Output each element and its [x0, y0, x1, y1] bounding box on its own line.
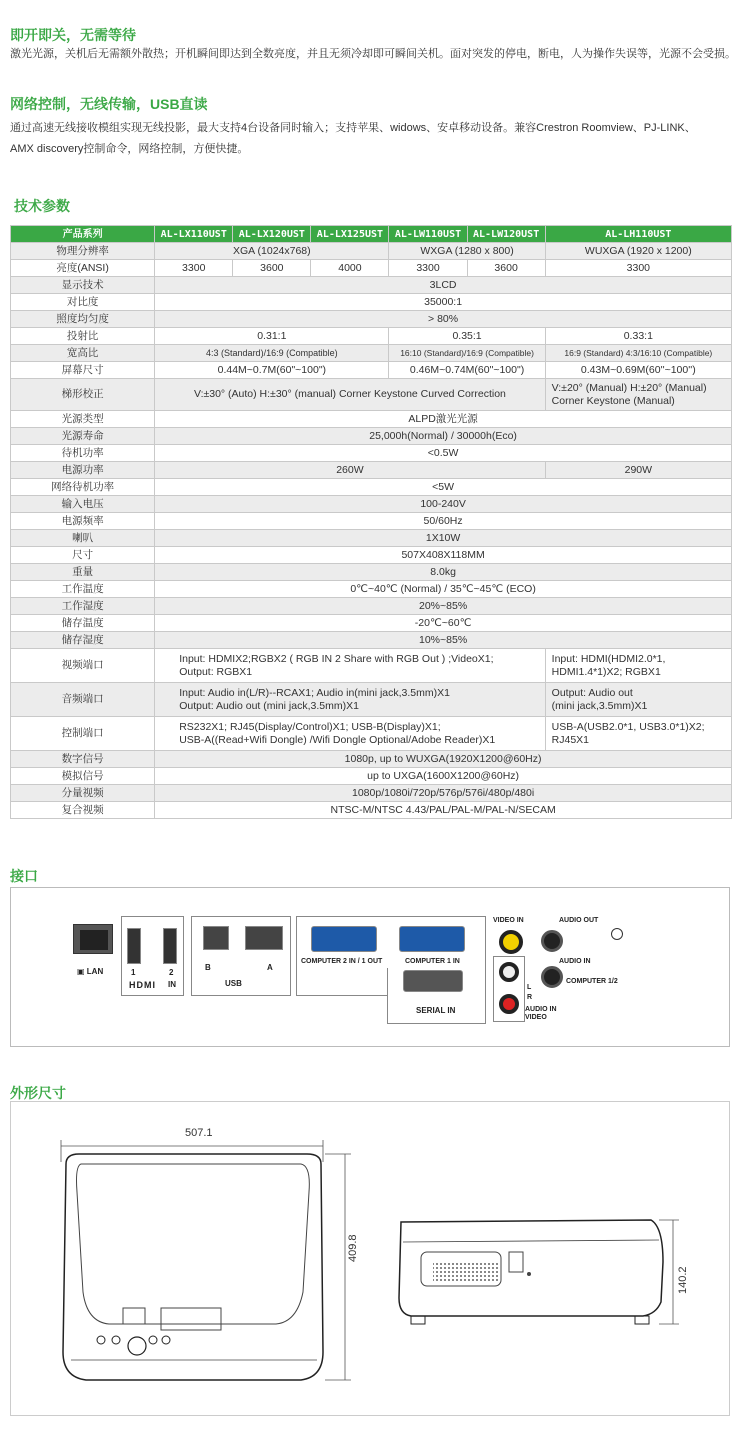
header-cell: AL-LX120UST [233, 226, 311, 243]
row-label: 模拟信号 [11, 768, 155, 785]
table-row [11, 768, 732, 785]
table-row [11, 328, 732, 345]
cell [545, 379, 731, 411]
network-icon: ▣ [77, 967, 85, 976]
audio-in-jack [541, 966, 563, 988]
row-label: 视频端口 [11, 649, 155, 683]
table-row [11, 362, 732, 379]
row-label: 尺寸 [11, 547, 155, 564]
screw-hole [611, 928, 623, 940]
depth-dimension-label: 409.8 [347, 1234, 359, 1262]
cell: WXGA (1280 x 800) [389, 243, 545, 260]
audio-in-video-label: AUDIO IN VIDEO [525, 1006, 557, 1021]
row-label: 光源类型 [11, 411, 155, 428]
table-row [11, 277, 732, 294]
spec-title: 技术参数 [14, 198, 70, 214]
lan-label [77, 967, 103, 976]
cell [545, 683, 731, 717]
cell: 35000:1 [155, 294, 732, 311]
section-text-instant: 激光光源，关机后无需额外散热；开机瞬间即达到全数亮度，并且无须冷却即可瞬间关机。面对突发的停电，断电，人为操作失误等，光源不会受损。 [10, 48, 736, 60]
cell-line: Input: HDMI(HDMI2.0*1, [551, 652, 666, 665]
table-row [11, 445, 732, 462]
row-label: 照度均匀度 [11, 311, 155, 328]
row-label: 控制端口 [11, 717, 155, 751]
cell: 100-240V [155, 496, 732, 513]
video-in-label: VIDEO IN [493, 917, 524, 924]
cell: 1080p, up to WUXGA(1920X1200@60Hz) [155, 751, 732, 768]
row-label: 重量 [11, 564, 155, 581]
cell: 0℃~40℃ (Normal) / 35℃~45℃ (ECO) [155, 581, 732, 598]
table-row [11, 428, 732, 445]
cell [155, 649, 545, 683]
cell: V:±30° (Auto) H:±30° (manual) Corner Keystone Curved Correction [155, 379, 545, 411]
hdmi-logo: HDMI [129, 980, 156, 990]
row-label: 工作温度 [11, 581, 155, 598]
header-cell: AL-LW110UST [389, 226, 467, 243]
header-cell: 产品系列 [11, 226, 155, 243]
cell: 0.31:1 [155, 328, 389, 345]
audio-l-label: L [527, 984, 532, 991]
cell: 16:10 (Standard)/16:9 (Compatible) [389, 345, 545, 362]
table-row [11, 632, 732, 649]
table-row [11, 294, 732, 311]
lan-label-text: LAN [86, 967, 104, 976]
cell: 1080p/1080i/720p/576p/576i/480p/480i [155, 785, 732, 802]
row-label: 电源频率 [11, 513, 155, 530]
header-cell: AL-LW120UST [467, 226, 545, 243]
cell: 1X10W [155, 530, 732, 547]
row-label: 网络待机功率 [11, 479, 155, 496]
table-row [11, 345, 732, 362]
cell: WUXGA (1920 x 1200) [545, 243, 731, 260]
cell: 260W [155, 462, 545, 479]
table-row [11, 513, 732, 530]
audio-out-jack [541, 930, 563, 952]
dimensions-title: 外形尺寸 [10, 1085, 66, 1101]
serial-port [403, 970, 463, 992]
row-label: 屏幕尺寸 [11, 362, 155, 379]
row-label: 音频端口 [11, 683, 155, 717]
audio-r-jack [499, 994, 519, 1014]
row-label: 输入电压 [11, 496, 155, 513]
cell: 4:3 (Standard)/16:9 (Compatible) [155, 345, 389, 362]
section-text-network-1: 通过高速无线接收模组实现无线投影，最大支持4台设备同时输入；支持苹果、widows、安卓移动设备。兼容Crestron Roomview、PJ-LINK、 [10, 122, 696, 134]
cell: NTSC-M/NTSC 4.43/PAL/PAL-M/PAL-N/SECAM [155, 802, 732, 819]
cell: 3300 [545, 260, 731, 277]
lan-port [73, 924, 113, 954]
header-cell: AL-LH110UST [545, 226, 731, 243]
cell-line: USB-A(USB2.0*1, USB3.0*1)X2; [551, 720, 705, 733]
row-label: 复合视频 [11, 802, 155, 819]
row-label: 梯形校正 [11, 379, 155, 411]
cell: -20℃~60℃ [155, 615, 732, 632]
video-in-jack [499, 930, 523, 954]
table-row [11, 479, 732, 496]
table-row [11, 530, 732, 547]
cell: 3600 [467, 260, 545, 277]
row-label: 储存温度 [11, 615, 155, 632]
usb-b-label: B [205, 963, 211, 972]
row-label: 电源功率 [11, 462, 155, 479]
cell: <0.5W [155, 445, 732, 462]
table-row [11, 243, 732, 260]
row-label: 投射比 [11, 328, 155, 345]
cell: 25,000h(Normal) / 30000h(Eco) [155, 428, 732, 445]
serial-label: SERIAL IN [416, 1006, 456, 1015]
cell-line: RS232X1; RJ45(Display/Control)X1; USB-B(Display)X1; [179, 720, 441, 733]
hdmi-1-label: 1 [131, 968, 136, 977]
cell: 290W [545, 462, 731, 479]
height-dimension-label: 140.2 [677, 1266, 689, 1294]
table-row [11, 751, 732, 768]
cell-line: Corner Keystone (Manual) [551, 394, 675, 407]
table-row [11, 683, 732, 717]
usb-b-port [203, 926, 229, 950]
hdmi-2-label: 2 [169, 968, 174, 977]
spec-table [10, 225, 732, 819]
cell: XGA (1024x768) [155, 243, 389, 260]
row-label: 显示技术 [11, 277, 155, 294]
dimensions-panel [10, 1101, 730, 1416]
computer-1-label: COMPUTER 1 IN [405, 958, 460, 965]
hdmi-in-label: IN [168, 980, 176, 989]
section-title-instant: 即开即关，无需等待 [10, 27, 136, 43]
row-label: 分量视频 [11, 785, 155, 802]
cell-line: USB-A((Read+Wifi Dongle) /Wifi Dongle Optional/Adobe Reader)X1 [179, 733, 496, 746]
audio-in-label: AUDIO IN [559, 958, 591, 965]
cell: 507X408X118MM [155, 547, 732, 564]
cell-line: V:±20° (Manual) H:±20° (Manual) [551, 381, 707, 394]
cell-line: Input: HDMIX2;RGBX2 ( RGB IN 2 Share with RGB Out ) ;VideoX1; [179, 652, 494, 665]
table-row [11, 311, 732, 328]
cell: 0.33:1 [545, 328, 731, 345]
cell: 4000 [311, 260, 389, 277]
table-row [11, 379, 732, 411]
row-label: 喇叭 [11, 530, 155, 547]
usb-logo: USB [225, 979, 242, 988]
interface-panel [10, 887, 730, 1047]
table-row [11, 411, 732, 428]
cell: 10%~85% [155, 632, 732, 649]
computer-2-port [311, 926, 377, 952]
cell-line: Output: RGBX1 [179, 665, 253, 678]
cell: <5W [155, 479, 732, 496]
cell: 20%~85% [155, 598, 732, 615]
row-label: 宽高比 [11, 345, 155, 362]
cell: 3300 [389, 260, 467, 277]
usb-a-port [245, 926, 283, 950]
cell: 0.35:1 [389, 328, 545, 345]
table-row [11, 581, 732, 598]
header-cell: AL-LX125UST [311, 226, 389, 243]
table-header-row [11, 226, 732, 243]
row-label: 待机功率 [11, 445, 155, 462]
table-row [11, 462, 732, 479]
cell-line: Input: Audio in(L/R)--RCAX1; Audio in(mini jack,3.5mm)X1 [179, 686, 450, 699]
section-text-network-2: AMX discovery控制命令，网络控制，方便快捷。 [10, 143, 249, 155]
table-row [11, 717, 732, 751]
table-row [11, 615, 732, 632]
section-title-network: 网络控制，无线传输，USB直读 [10, 96, 208, 112]
row-label: 亮度(ANSI) [11, 260, 155, 277]
cell-line: RJ45X1 [551, 733, 590, 746]
cell: > 80% [155, 311, 732, 328]
table-row [11, 785, 732, 802]
table-row [11, 547, 732, 564]
cell-line: (mini jack,3.5mm)X1 [551, 699, 648, 712]
cell-line: HDMI1.4*1)X2; RGBX1 [551, 665, 661, 678]
cell: 3600 [233, 260, 311, 277]
hdmi-port-2 [163, 928, 177, 964]
cell [155, 717, 545, 751]
table-row [11, 496, 732, 513]
cell: ALPD激光光源 [155, 411, 732, 428]
cell-line: Output: Audio out (mini jack,3.5mm)X1 [179, 699, 359, 712]
cell [545, 649, 731, 683]
cell-line: Output: Audio out [551, 686, 633, 699]
audio-r-label: R [527, 994, 533, 1001]
computer-12-label: COMPUTER 1/2 [566, 978, 618, 985]
usb-a-label: A [267, 963, 273, 972]
table-row [11, 260, 732, 277]
row-label: 光源寿命 [11, 428, 155, 445]
cell: 50/60Hz [155, 513, 732, 530]
row-label: 物理分辨率 [11, 243, 155, 260]
width-dimension-label: 507.1 [185, 1127, 213, 1139]
vent-grille [433, 1262, 499, 1282]
interface-title: 接口 [10, 868, 38, 884]
computer-1-port [399, 926, 465, 952]
cell: 8.0kg [155, 564, 732, 581]
hdmi-port-1 [127, 928, 141, 964]
cell [545, 717, 731, 751]
header-cell: AL-LX110UST [155, 226, 233, 243]
computer-2-label: COMPUTER 2 IN / 1 OUT [301, 958, 383, 965]
lan-port-inner [80, 930, 108, 950]
cell: up to UXGA(1600X1200@60Hz) [155, 768, 732, 785]
cell [155, 683, 545, 717]
cell: 0.44M~0.7M(60"~100") [155, 362, 389, 379]
cell: 3LCD [155, 277, 732, 294]
table-row [11, 802, 732, 819]
table-row [11, 598, 732, 615]
cell: 3300 [155, 260, 233, 277]
audio-out-label: AUDIO OUT [559, 917, 599, 924]
row-label: 工作湿度 [11, 598, 155, 615]
cell: 0.43M~0.69M(60''~100'') [545, 362, 731, 379]
audio-l-jack [499, 962, 519, 982]
cell: 16:9 (Standard) 4:3/16:10 (Compatible) [545, 345, 731, 362]
cell: 0.46M~0.74M(60"~100") [389, 362, 545, 379]
table-row [11, 649, 732, 683]
row-label: 对比度 [11, 294, 155, 311]
dimension-drawing [11, 1102, 729, 1415]
row-label: 数字信号 [11, 751, 155, 768]
table-row [11, 564, 732, 581]
row-label: 储存湿度 [11, 632, 155, 649]
